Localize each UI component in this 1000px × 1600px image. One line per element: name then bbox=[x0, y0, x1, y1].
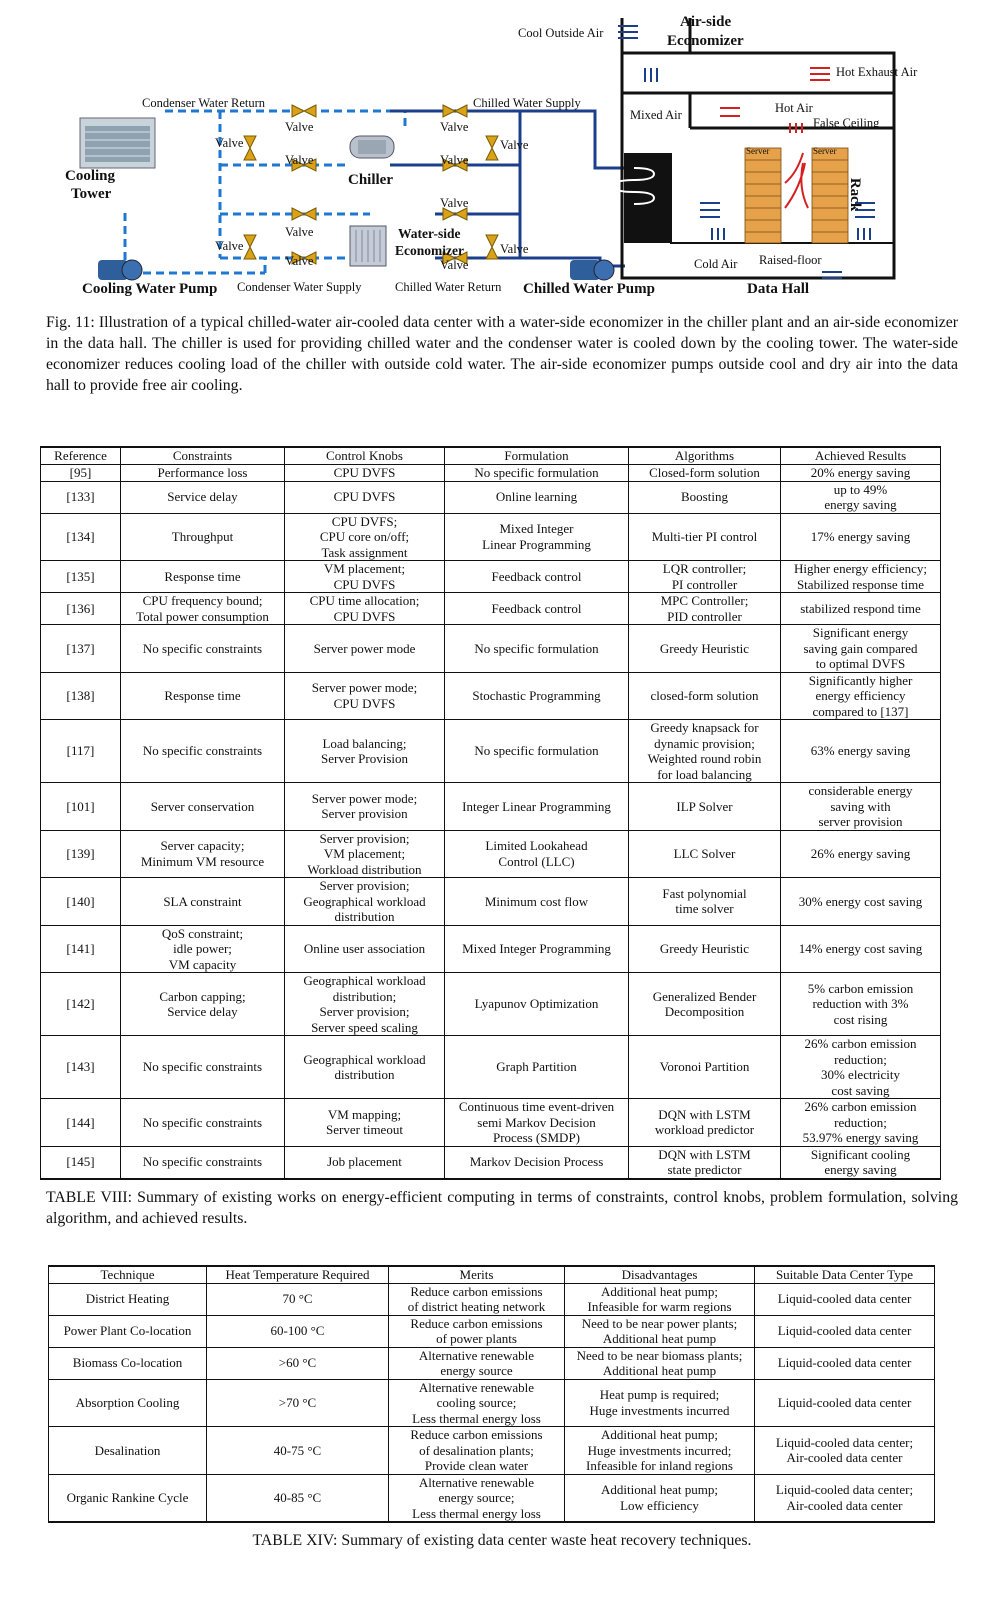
table-xiv-body bbox=[49, 1283, 935, 1522]
table-row bbox=[41, 593, 941, 625]
table-cell: Higher energy efficiency; Stabilized response time bbox=[781, 561, 941, 593]
table-cell: LQR controller; PI controller bbox=[629, 561, 781, 593]
table-cell: LLC Solver bbox=[629, 830, 781, 878]
label-valve: Valve bbox=[285, 254, 314, 268]
label-hot-exhaust-air: Hot Exhaust Air bbox=[836, 65, 918, 79]
table-cell: CPU time allocation; CPU DVFS bbox=[285, 593, 445, 625]
table-cell: Fast polynomial time solver bbox=[629, 878, 781, 926]
table-cell: ILP Solver bbox=[629, 783, 781, 831]
column-header: Constraints bbox=[121, 447, 285, 464]
table-cell: Multi-tier PI control bbox=[629, 513, 781, 561]
column-header: Formulation bbox=[445, 447, 629, 464]
table-cell: Desalination bbox=[49, 1427, 207, 1475]
table-cell: Liquid-cooled data center; Air-cooled data center bbox=[755, 1474, 935, 1522]
label-valve: Valve bbox=[285, 120, 314, 134]
table-row bbox=[41, 672, 941, 720]
table-cell: No specific formulation bbox=[445, 625, 629, 673]
table-cell: >70 °C bbox=[207, 1379, 389, 1427]
column-header: Heat Temperature Required bbox=[207, 1266, 389, 1283]
column-header: Technique bbox=[49, 1266, 207, 1283]
table-cell: Liquid-cooled data center; Air-cooled data center bbox=[755, 1427, 935, 1475]
table-cell: Limited Lookahead Control (LLC) bbox=[445, 830, 629, 878]
table-cell: Greedy knapsack for dynamic provision; Weighted round robin for load balancing bbox=[629, 720, 781, 783]
table-cell: 70 °C bbox=[207, 1283, 389, 1315]
table-cell: [134] bbox=[41, 513, 121, 561]
label-chilled-water-pump: Chilled Water Pump bbox=[523, 281, 655, 297]
table-cell: Heat pump is required; Huge investments incurred bbox=[565, 1379, 755, 1427]
water-side-economizer-icon bbox=[350, 226, 386, 266]
label-air-side-1: Air-side bbox=[680, 14, 732, 30]
table-cell: >60 °C bbox=[207, 1347, 389, 1379]
table-cell: MPC Controller; PID controller bbox=[629, 593, 781, 625]
table-cell: Reduce carbon emissions of district heating network bbox=[389, 1283, 565, 1315]
table-row bbox=[49, 1379, 935, 1427]
label-cold-air: Cold Air bbox=[694, 257, 738, 271]
table-cell: Markov Decision Process bbox=[445, 1146, 629, 1179]
table-cell: Closed-form solution bbox=[629, 464, 781, 481]
column-header: Algorithms bbox=[629, 447, 781, 464]
table-viii-caption: TABLE VIII: Summary of existing works on energy-efficient computing in terms of constraints, control knobs, problem formulation, solving algorithm, and achieved results. bbox=[46, 1189, 958, 1227]
label-chilled-water-return: Chilled Water Return bbox=[395, 280, 502, 294]
table-cell: Response time bbox=[121, 672, 285, 720]
table-cell: Alternative renewable energy source; Less thermal energy loss bbox=[389, 1474, 565, 1522]
label-valve: Valve bbox=[215, 136, 244, 150]
table-row bbox=[41, 1036, 941, 1099]
table-cell: [136] bbox=[41, 593, 121, 625]
table-cell: 26% carbon emission reduction; 30% electricity cost saving bbox=[781, 1036, 941, 1099]
chilled-water-pump-icon bbox=[570, 260, 614, 280]
table-row bbox=[41, 783, 941, 831]
table-row bbox=[41, 925, 941, 973]
label-cool-outside-air: Cool Outside Air bbox=[518, 26, 604, 40]
table-xiv-caption: TABLE XIV: Summary of existing data center waste heat recovery techniques. bbox=[252, 1532, 752, 1549]
table-cell: [135] bbox=[41, 561, 121, 593]
label-condenser-water-supply: Condenser Water Supply bbox=[237, 280, 362, 294]
table-cell: Feedback control bbox=[445, 593, 629, 625]
cooling-tower-icon bbox=[80, 118, 155, 168]
figure-diagram bbox=[40, 8, 960, 313]
table-row bbox=[49, 1347, 935, 1379]
table-viii-body bbox=[41, 464, 941, 1179]
label-air-side-2: Economizer bbox=[667, 33, 744, 49]
table-cell: Mixed Integer Programming bbox=[445, 925, 629, 973]
table-cell: Liquid-cooled data center bbox=[755, 1315, 935, 1347]
table-cell: Greedy Heuristic bbox=[629, 625, 781, 673]
table-cell: Additional heat pump; Infeasible for warm regions bbox=[565, 1283, 755, 1315]
table-cell: [144] bbox=[41, 1099, 121, 1147]
table-cell: up to 49% energy saving bbox=[781, 481, 941, 513]
table-cell: Liquid-cooled data center bbox=[755, 1283, 935, 1315]
table-cell: [138] bbox=[41, 672, 121, 720]
table-cell: CPU DVFS; CPU core on/off; Task assignment bbox=[285, 513, 445, 561]
table-cell: Server provision; VM placement; Workload distribution bbox=[285, 830, 445, 878]
table-cell: 17% energy saving bbox=[781, 513, 941, 561]
label-valve: Valve bbox=[440, 258, 469, 272]
table-cell: SLA constraint bbox=[121, 878, 285, 926]
table-cell: [101] bbox=[41, 783, 121, 831]
table-cell: Voronoi Partition bbox=[629, 1036, 781, 1099]
table-cell: [117] bbox=[41, 720, 121, 783]
table-row bbox=[41, 464, 941, 481]
label-chilled-water-supply: Chilled Water Supply bbox=[473, 96, 581, 110]
table-cell: Feedback control bbox=[445, 561, 629, 593]
table-cell: [133] bbox=[41, 481, 121, 513]
label-rack: Rack bbox=[847, 177, 864, 212]
figure-caption: Fig. 11: Illustration of a typical chilled-water air-cooled data center with a water-side economizer in the chiller plant and an air-side economizer in the data hall. The chiller is used for providing chilled water and the condenser water is cooled down by the cooling tower. The water-side economizer reduces cooling load of the chiller with outside cold water. The air-side economizer pumps outside cool and dry air into the data hall to provide free air cooling. bbox=[46, 314, 958, 394]
table-cell: Lyapunov Optimization bbox=[445, 973, 629, 1036]
table-cell: 26% energy saving bbox=[781, 830, 941, 878]
table-cell: 63% energy saving bbox=[781, 720, 941, 783]
table-cell: closed-form solution bbox=[629, 672, 781, 720]
table-row bbox=[41, 830, 941, 878]
table-cell: Alternative renewable energy source bbox=[389, 1347, 565, 1379]
table-cell: Continuous time event-driven semi Markov Decision Process (SMDP) bbox=[445, 1099, 629, 1147]
label-mixed-air: Mixed Air bbox=[630, 108, 682, 122]
table-cell: Server capacity; Minimum VM resource bbox=[121, 830, 285, 878]
table-cell: QoS constraint; idle power; VM capacity bbox=[121, 925, 285, 973]
table-cell: Reduce carbon emissions of power plants bbox=[389, 1315, 565, 1347]
table-cell: Reduce carbon emissions of desalination plants; Provide clean water bbox=[389, 1427, 565, 1475]
table-cell: [137] bbox=[41, 625, 121, 673]
label-server: Server bbox=[813, 146, 837, 156]
table-cell: No specific constraints bbox=[121, 625, 285, 673]
table-cell: Integer Linear Programming bbox=[445, 783, 629, 831]
table-row bbox=[41, 625, 941, 673]
table-cell: Service delay bbox=[121, 481, 285, 513]
table-cell: VM placement; CPU DVFS bbox=[285, 561, 445, 593]
table-cell: Alternative renewable cooling source; Less thermal energy loss bbox=[389, 1379, 565, 1427]
table-cell: Geographical workload distribution bbox=[285, 1036, 445, 1099]
label-crah: CRAH bbox=[683, 172, 700, 217]
table-cell: Job placement bbox=[285, 1146, 445, 1179]
label-hot-air: Hot Air bbox=[775, 101, 813, 115]
table-cell: stabilized respond time bbox=[781, 593, 941, 625]
label-chiller: Chiller bbox=[348, 172, 393, 188]
table-row bbox=[49, 1283, 935, 1315]
table-cell: [143] bbox=[41, 1036, 121, 1099]
label-water-side-1: Water-side bbox=[398, 226, 461, 241]
label-valve: Valve bbox=[440, 196, 469, 210]
label-valve: Valve bbox=[500, 138, 529, 152]
table-cell: DQN with LSTM state predictor bbox=[629, 1146, 781, 1179]
table-cell: No specific constraints bbox=[121, 1146, 285, 1179]
table-cell: CPU DVFS bbox=[285, 464, 445, 481]
table-cell: VM mapping; Server timeout bbox=[285, 1099, 445, 1147]
label-tower: Tower bbox=[71, 186, 112, 202]
table-cell: CPU frequency bound; Total power consumption bbox=[121, 593, 285, 625]
table-cell: 40-75 °C bbox=[207, 1427, 389, 1475]
table-cell: Throughput bbox=[121, 513, 285, 561]
table-cell: Server power mode bbox=[285, 625, 445, 673]
chiller-icon bbox=[350, 136, 394, 158]
table-row bbox=[41, 720, 941, 783]
label-cooling: Cooling bbox=[65, 168, 116, 184]
table-cell: Organic Rankine Cycle bbox=[49, 1474, 207, 1522]
table-cell: Significant cooling energy saving bbox=[781, 1146, 941, 1179]
table-cell: 20% energy saving bbox=[781, 464, 941, 481]
table-cell: Geographical workload distribution; Server provision; Server speed scaling bbox=[285, 973, 445, 1036]
table-cell: Performance loss bbox=[121, 464, 285, 481]
column-header: Disadvantages bbox=[565, 1266, 755, 1283]
label-valve: Valve bbox=[500, 242, 529, 256]
column-header: Control Knobs bbox=[285, 447, 445, 464]
label-valve: Valve bbox=[440, 153, 469, 167]
label-water-side-2: Economizer bbox=[395, 243, 464, 258]
table-cell: Liquid-cooled data center bbox=[755, 1379, 935, 1427]
table-cell: Online user association bbox=[285, 925, 445, 973]
table-cell: 26% carbon emission reduction; 53.97% energy saving bbox=[781, 1099, 941, 1147]
table-cell: [145] bbox=[41, 1146, 121, 1179]
table-cell: Carbon capping; Service delay bbox=[121, 973, 285, 1036]
table-cell: No specific constraints bbox=[121, 1099, 285, 1147]
column-header: Reference bbox=[41, 447, 121, 464]
table-cell: [142] bbox=[41, 973, 121, 1036]
table-cell: [95] bbox=[41, 464, 121, 481]
label-cooling-water-pump: Cooling Water Pump bbox=[82, 281, 218, 297]
table-cell: considerable energy saving with server provision bbox=[781, 783, 941, 831]
column-header: Achieved Results bbox=[781, 447, 941, 464]
table-xiv bbox=[48, 1265, 935, 1523]
table-cell: No specific formulation bbox=[445, 464, 629, 481]
column-header: Suitable Data Center Type bbox=[755, 1266, 935, 1283]
label-valve: Valve bbox=[440, 120, 469, 134]
table-cell: Server conservation bbox=[121, 783, 285, 831]
table-cell: Graph Partition bbox=[445, 1036, 629, 1099]
table-cell: No specific constraints bbox=[121, 1036, 285, 1099]
table-cell: Biomass Co-location bbox=[49, 1347, 207, 1379]
table-cell: Greedy Heuristic bbox=[629, 925, 781, 973]
table-cell: No specific formulation bbox=[445, 720, 629, 783]
table-cell: CPU DVFS bbox=[285, 481, 445, 513]
table-cell: Significant energy saving gain compared to optimal DVFS bbox=[781, 625, 941, 673]
column-header: Merits bbox=[389, 1266, 565, 1283]
table-cell: [141] bbox=[41, 925, 121, 973]
label-false-ceiling: False Ceiling bbox=[813, 116, 880, 130]
server-racks bbox=[745, 148, 848, 243]
table-row bbox=[41, 1099, 941, 1147]
table-cell: Generalized Bender Decomposition bbox=[629, 973, 781, 1036]
label-data-hall: Data Hall bbox=[747, 281, 810, 297]
label-valve: Valve bbox=[285, 225, 314, 239]
cooling-water-pump-icon bbox=[98, 260, 142, 280]
table-xiv-header bbox=[49, 1266, 935, 1283]
table-cell: Mixed Integer Linear Programming bbox=[445, 513, 629, 561]
table-cell: No specific constraints bbox=[121, 720, 285, 783]
table-row bbox=[49, 1474, 935, 1522]
table-cell: DQN with LSTM workload predictor bbox=[629, 1099, 781, 1147]
table-cell: District Heating bbox=[49, 1283, 207, 1315]
table-cell: Absorption Cooling bbox=[49, 1379, 207, 1427]
table-cell: [140] bbox=[41, 878, 121, 926]
exhaust-arrows bbox=[810, 68, 830, 80]
table-row bbox=[41, 973, 941, 1036]
table-viii bbox=[40, 446, 941, 1180]
table-cell: Additional heat pump; Huge investments incurred; Infeasible for inland regions bbox=[565, 1427, 755, 1475]
table-cell: Need to be near power plants; Additional heat pump bbox=[565, 1315, 755, 1347]
table-cell: Power Plant Co-location bbox=[49, 1315, 207, 1347]
table-row bbox=[41, 1146, 941, 1179]
label-condenser-water-return: Condenser Water Return bbox=[142, 96, 266, 110]
table-row bbox=[41, 878, 941, 926]
table-row bbox=[41, 513, 941, 561]
table-cell: 40-85 °C bbox=[207, 1474, 389, 1522]
table-cell: Liquid-cooled data center bbox=[755, 1347, 935, 1379]
table-cell: 30% energy cost saving bbox=[781, 878, 941, 926]
table-cell: Server power mode; Server provision bbox=[285, 783, 445, 831]
data-center-cooling-figure bbox=[40, 8, 960, 313]
table-cell: [139] bbox=[41, 830, 121, 878]
table-row bbox=[41, 561, 941, 593]
table-cell: Load balancing; Server Provision bbox=[285, 720, 445, 783]
table-cell: Server power mode; CPU DVFS bbox=[285, 672, 445, 720]
table-row bbox=[49, 1427, 935, 1475]
table-cell: 14% energy cost saving bbox=[781, 925, 941, 973]
label-server: Server bbox=[746, 146, 770, 156]
table-cell: Online learning bbox=[445, 481, 629, 513]
label-raised-floor: Raised-floor bbox=[759, 253, 822, 267]
table-cell: Additional heat pump; Low efficiency bbox=[565, 1474, 755, 1522]
table-cell: Need to be near biomass plants; Additional heat pump bbox=[565, 1347, 755, 1379]
table-cell: Response time bbox=[121, 561, 285, 593]
table-cell: Boosting bbox=[629, 481, 781, 513]
label-valve: Valve bbox=[215, 239, 244, 253]
table-cell: Server provision; Geographical workload distribution bbox=[285, 878, 445, 926]
table-cell: 60-100 °C bbox=[207, 1315, 389, 1347]
table-viii-header bbox=[41, 447, 941, 464]
label-valve: Valve bbox=[285, 153, 314, 167]
table-row bbox=[49, 1315, 935, 1347]
table-cell: Stochastic Programming bbox=[445, 672, 629, 720]
table-cell: Significantly higher energy efficiency compared to [137] bbox=[781, 672, 941, 720]
table-cell: 5% carbon emission reduction with 3% cost rising bbox=[781, 973, 941, 1036]
table-cell: Minimum cost flow bbox=[445, 878, 629, 926]
table-row bbox=[41, 481, 941, 513]
